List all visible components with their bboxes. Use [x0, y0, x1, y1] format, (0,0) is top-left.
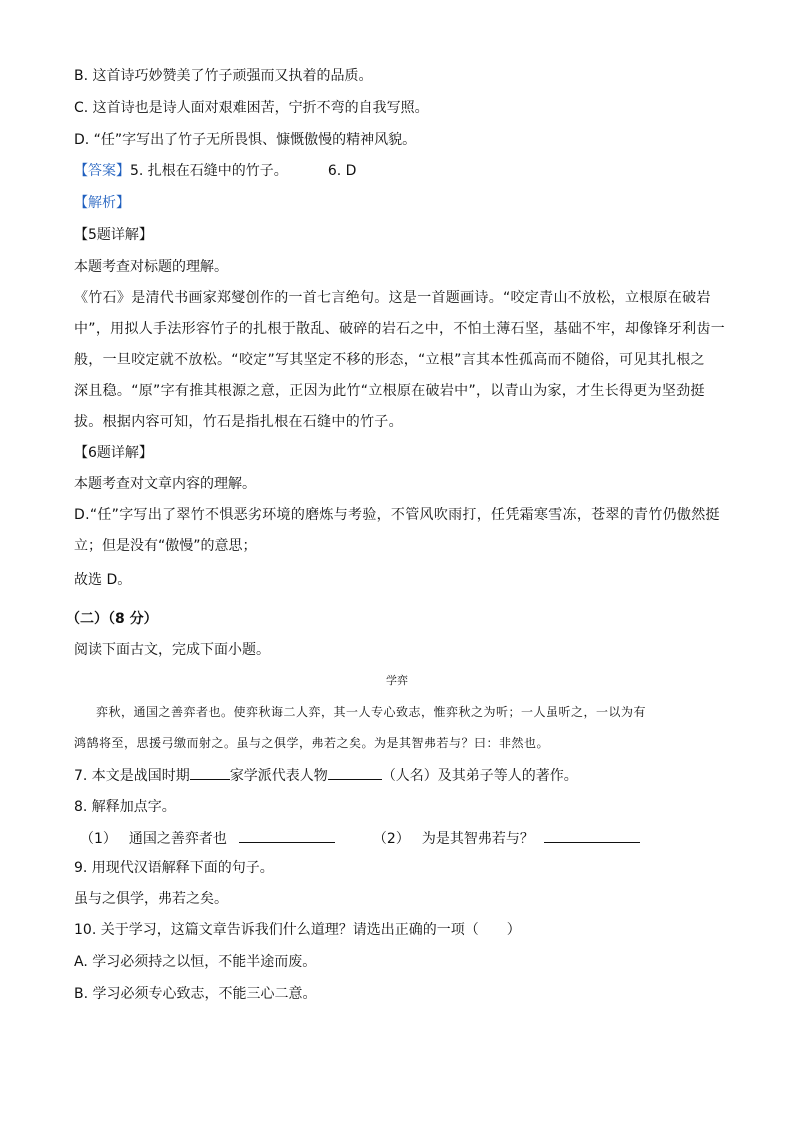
- q6-intro: 本题考查对文章内容的理解。: [74, 476, 256, 492]
- q8-item-1-number: （1）: [80, 831, 117, 847]
- answer-tag: 【答案】: [74, 163, 130, 179]
- answer-6: 6. D: [327, 163, 357, 179]
- q5-para-line-1: 《竹石》是清代书画家郑燮创作的一首七言绝句。这是一首题画诗。“咬定青山不放松，立根原在破岩: [74, 290, 711, 306]
- q7-part-a: 7. 本文是战国时期: [74, 768, 190, 784]
- question-8: 8. 解释加点字。: [74, 799, 176, 815]
- q10-option-a: A. 学习必须持之以恒，不能半途而废。: [74, 954, 317, 970]
- question-8-items: [80, 828, 734, 849]
- passage-line-1: 弈秋，通国之善弈者也。使弈秋诲二人弈，其一人专心致志，惟弈秋之为听；一人虽听之，一以为有: [96, 705, 647, 719]
- q5-para-line-4: 深且稳。“原”字有推其根源之意，正因为此竹“立根原在破岩中”，以青山为家，才生长得更为坚劲挺: [74, 383, 705, 399]
- question-10: 10. 关于学习，这篇文章告诉我们什么道理？请选出正确的一项（ ）: [74, 922, 521, 938]
- q8-item-2-blank[interactable]: [544, 828, 640, 843]
- q7-blank-person[interactable]: [328, 765, 382, 780]
- q6-conclusion: 故选 D。: [74, 572, 132, 588]
- passage-title: 学弈: [386, 674, 408, 687]
- question-9: 9. 用现代汉语解释下面的句子。: [74, 860, 274, 876]
- q5-para-line-5: 拔。根据内容可知，竹石是指扎根在石缝中的竹子。: [74, 414, 403, 430]
- q5-para-line-2: 中”，用拟人手法形容竹子的扎根于散乱、破碎的岩石之中，不怕土薄石坚，基础不牢，却像锋牙利齿一: [74, 321, 726, 337]
- passage-line-2: 鸿鹄将至，思援弓缴而射之。虽与之俱学，弗若之矣。为是其智弗若与？曰：非然也。: [74, 736, 550, 750]
- option-d: D. “任”字写出了竹子无所畏惧、慷慨傲慢的精神风貌。: [74, 132, 417, 148]
- q8-item-1-text: 通国之善弈者也: [128, 831, 227, 847]
- q6-para-line-2: 立；但是没有“傲慢”的意思；: [74, 538, 257, 554]
- section-heading: （二）（8 分）: [66, 611, 158, 627]
- q5-intro: 本题考查对标题的理解。: [74, 259, 228, 275]
- read-instruction: 阅读下面古文，完成下面小题。: [74, 642, 270, 658]
- question-9-sentence: 虽与之俱学，弗若之矣。: [74, 891, 228, 907]
- option-b: B. 这首诗巧妙赞美了竹子顽强而又执着的品质。: [74, 68, 373, 84]
- q7-blank-school[interactable]: [190, 765, 230, 780]
- q5-para-line-3: 般，一旦咬定就不放松。“咬定”写其坚定不移的形态，“立根”言其本性孤高而不随俗，可见其扎根之: [74, 352, 705, 368]
- answer-line: [74, 161, 734, 181]
- q5-detail-tag: 【5题详解】: [74, 227, 153, 243]
- question-7: [74, 765, 734, 786]
- q8-item-2-number: （2）: [372, 831, 410, 847]
- q10-option-b: B. 学习必须专心致志，不能三心二意。: [74, 986, 317, 1002]
- analysis-tag: 【解析】: [74, 195, 130, 211]
- q8-item-2-text: 为是其智弗若与？: [421, 831, 534, 847]
- q8-item-1-blank[interactable]: [239, 828, 335, 843]
- option-c: C. 这首诗也是诗人面对艰难困苦，宁折不弯的自我写照。: [74, 100, 429, 116]
- answer-5: 5. 扎根在石缝中的竹子。: [130, 163, 288, 179]
- q6-detail-tag: 【6题详解】: [74, 445, 153, 461]
- q7-part-c: （人名）及其弟子等人的著作。: [381, 768, 578, 784]
- q6-para-line-1: D.“任”字写出了翠竹不惧恶劣环境的磨炼与考验，不管风吹雨打，任凭霜寒雪冻，苍翠的青竹仍傲然挺: [74, 507, 720, 523]
- q7-part-b: 家学派代表人物: [229, 768, 328, 784]
